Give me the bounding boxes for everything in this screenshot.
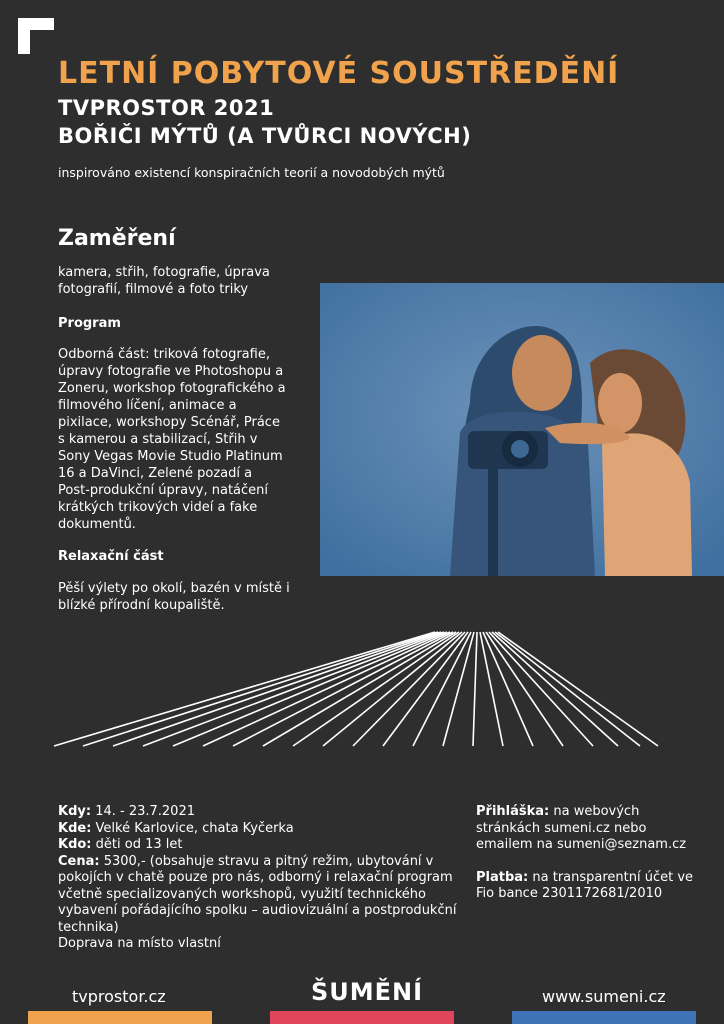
transport-row: Doprava na místo vlastní	[58, 936, 221, 951]
payment-row: Platba: na transparentní účet ve Fio bance 2301172681/2010	[476, 869, 694, 901]
camera-photo	[320, 283, 724, 576]
registration-row: Přihláška: na webových stránkách sumeni.cz nebo emailem na sumeni@seznam.cz	[476, 804, 687, 852]
focus-heading: Zaměření	[58, 226, 176, 251]
program-heading: Program	[58, 316, 121, 331]
who-row: Kdo: děti od 13 let	[58, 837, 183, 852]
price-row: Cena: 5300,- (obsahuje stravu a pitný režim, ubytování v pokojích v chatě pouze pro nás, odborný i relaxační program včetně specializovaných workshopů, využití technického vybavení pořádajícího spolku – audiovizuální a postprodukční technika)	[58, 853, 457, 935]
focus-text: kamera, střih, fotografie, úprava fotografií, filmové a foto triky	[58, 265, 270, 297]
relax-heading: Relaxační část	[58, 549, 164, 564]
title-line-2: TVPROSTOR 2021	[58, 96, 275, 120]
registration-info	[476, 804, 706, 903]
sumeni-link[interactable]: www.sumeni.cz	[542, 987, 666, 1006]
tvprostor-link[interactable]: tvprostor.cz	[72, 987, 166, 1006]
corner-logo	[18, 18, 54, 54]
where-row: Kde: Velké Karlovice, chata Kyčerka	[58, 820, 294, 836]
program-text: Odborná část: triková fotografie, úpravy fotografie ve Photoshopu a Zoneru, workshop fotografického a filmového líčení, animace a pixilace, workshopy Scénář, Práce s kamerou a stabilizací, Střih v Sony Vegas Movie Studio Platinum 16 a DaVinci, Zelené pozadí a Post-produkční úpravy, natáčení krátkých trikových videí a fake dokumentů.	[58, 347, 286, 532]
footer-bar-blue	[512, 1011, 696, 1024]
relax-text: Pěší výlety po okolí, bazén v místě i blízké přírodní koupaliště.	[58, 581, 290, 613]
footer-bar-orange	[28, 1011, 212, 1024]
title-line-3: BOŘIČI MÝTŮ (A TVŮRCI NOVÝCH)	[58, 124, 472, 148]
sumeni-logo: ŠUMĚNÍ	[311, 978, 424, 1006]
subtitle: inspirováno existencí konspiračních teorií a novodobých mýtů	[58, 165, 445, 180]
perspective-lines-graphic	[50, 628, 670, 750]
footer-bar-red	[270, 1011, 454, 1024]
event-details	[58, 804, 468, 953]
main-title: LETNÍ POBYTOVÉ SOUSTŘEDĚNÍ	[58, 56, 620, 91]
when-row: Kdy: 14. - 23.7.2021	[58, 804, 195, 819]
